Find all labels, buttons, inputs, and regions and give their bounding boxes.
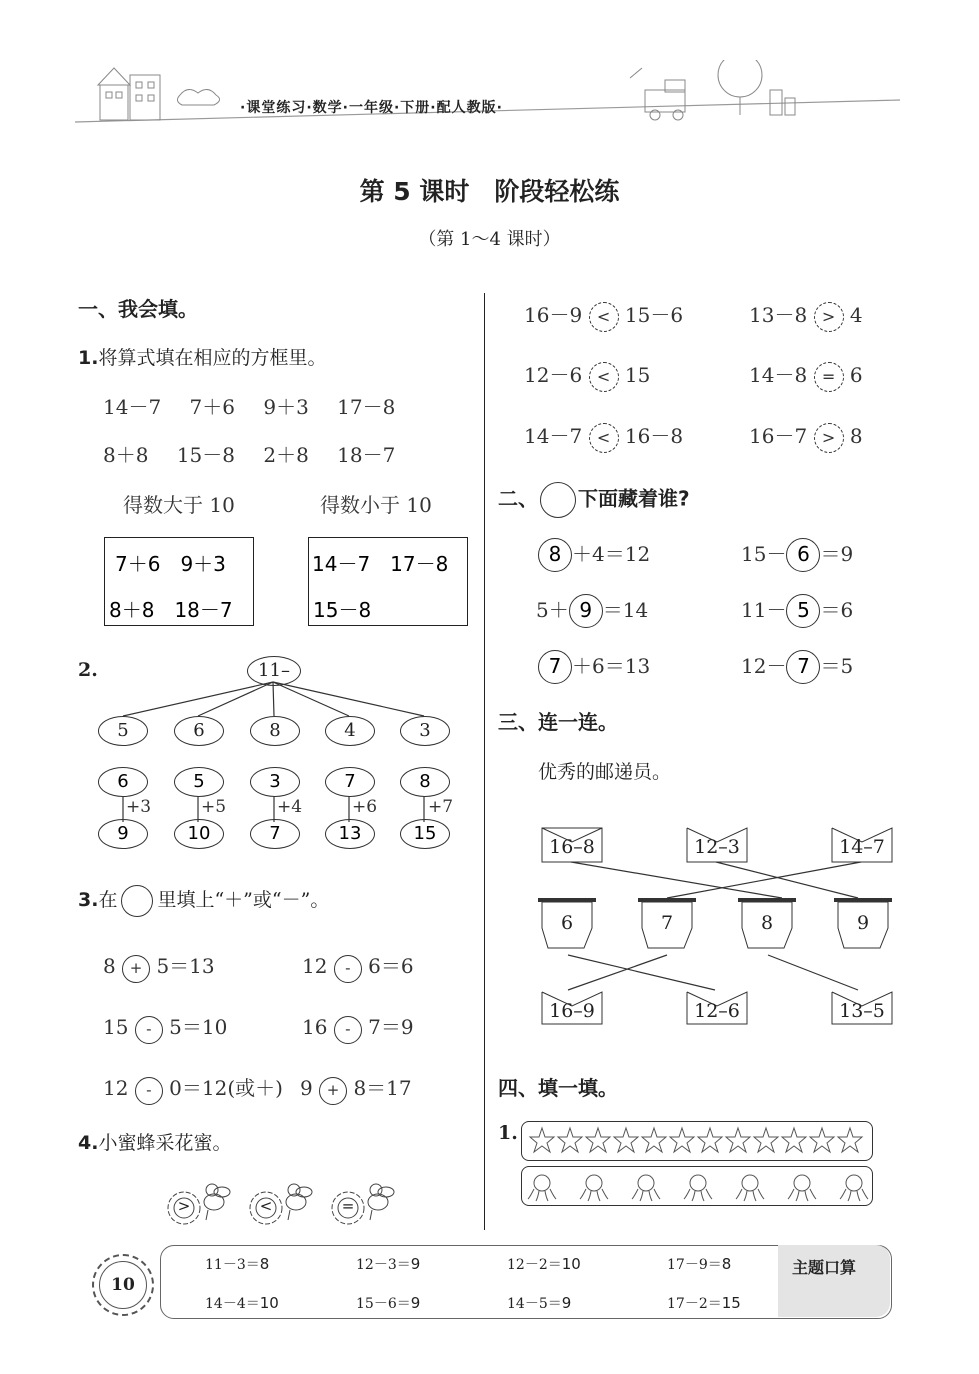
compare-flower: < xyxy=(589,362,619,392)
operator-circle: - xyxy=(135,1016,163,1044)
compare-right: 6 xyxy=(849,363,863,387)
operator-circle: - xyxy=(334,1016,362,1044)
tree-sum: 13 xyxy=(325,819,375,849)
apple-answer: 8 xyxy=(538,538,572,572)
apple-answer: 9 xyxy=(569,594,603,628)
compare-flower: < xyxy=(589,302,619,332)
header-banner: ·课堂练习·数学·一年级·下册·配人教版· xyxy=(240,100,503,116)
envelope-bottom: 12–6 xyxy=(694,1000,740,1022)
section-3-heading: 三、连一连。 xyxy=(498,710,618,734)
envelope-top: 16–8 xyxy=(549,836,595,858)
operator-circle: - xyxy=(334,955,362,983)
compare-right: 4 xyxy=(849,303,863,327)
hidden-item xyxy=(741,650,853,684)
page-subtitle: （第 1～4 课时） xyxy=(418,229,561,250)
q3-left: 8 xyxy=(103,954,116,978)
envelope-bottom: 13–5 xyxy=(839,1000,885,1022)
mental-a: 10 xyxy=(259,1294,279,1312)
q3-item xyxy=(302,950,414,983)
q1-expr: 15－8 xyxy=(176,443,235,467)
compare-flower: < xyxy=(589,423,619,453)
mental-q: 14－4＝ xyxy=(205,1296,260,1312)
compare-left: 12－6 xyxy=(524,363,583,387)
tree-subtrahend: 6 xyxy=(174,716,224,746)
mailbox: 8 xyxy=(760,912,774,934)
label-less-than-10: 得数小于 10 xyxy=(320,493,432,517)
tree-sum: 7 xyxy=(250,819,300,849)
q3-prompt xyxy=(78,885,329,917)
q3-right: 0＝12(或＋) xyxy=(169,1076,283,1100)
octopus-icon xyxy=(522,1167,872,1205)
hidden-pre: 5＋ xyxy=(536,598,569,622)
q3-text-pre: 在 xyxy=(98,889,118,911)
compare-right: 15－6 xyxy=(624,303,684,327)
compare-flower: > xyxy=(814,423,844,453)
tree-sum: 15 xyxy=(400,819,450,849)
operator-circle: + xyxy=(122,955,150,983)
operator-circle: + xyxy=(319,1077,347,1105)
hidden-item xyxy=(538,538,650,572)
mental-q: 12－2＝ xyxy=(507,1257,562,1273)
tree-addend: +6 xyxy=(352,797,378,817)
q4-label: 4. xyxy=(78,1132,99,1154)
mental-item xyxy=(205,1254,269,1274)
compare-left: 13－8 xyxy=(749,303,808,327)
apple-icon xyxy=(540,482,576,518)
column-divider xyxy=(484,293,485,1230)
section-4-heading: 四、填一填。 xyxy=(498,1076,618,1100)
mental-item xyxy=(667,1254,731,1274)
q3-left: 12 xyxy=(103,1076,129,1100)
q3-right: 5＝13 xyxy=(156,954,215,978)
q3-item xyxy=(302,1011,414,1044)
apple-answer: 6 xyxy=(786,538,820,572)
mental-math-title: 主题口算 xyxy=(792,1258,857,1277)
mental-a: 8 xyxy=(721,1255,732,1273)
mental-q: 15－6＝ xyxy=(356,1296,411,1312)
q1-expr: 18－7 xyxy=(337,443,396,467)
mental-math-tab xyxy=(778,1245,890,1317)
q3-item xyxy=(103,1011,227,1044)
compare-flower: = xyxy=(814,362,844,392)
mental-q: 11－3＝ xyxy=(205,1257,260,1273)
q3-left: 12 xyxy=(302,954,328,978)
hidden-pre: 11－ xyxy=(741,598,787,622)
mailbox: 6 xyxy=(560,912,574,934)
section-1-heading: 一、我会填。 xyxy=(78,297,198,321)
mental-q: 17－2＝ xyxy=(667,1296,722,1312)
hidden-post: ＝5 xyxy=(820,654,854,678)
q3-item xyxy=(103,950,215,983)
hidden-item xyxy=(538,650,650,684)
compare-item xyxy=(749,299,863,332)
compare-left: 14－8 xyxy=(749,363,808,387)
compare-item xyxy=(749,359,863,392)
q1-expr-row-2 xyxy=(103,439,395,468)
compare-right: 16－8 xyxy=(624,424,684,448)
mental-a: 9 xyxy=(410,1294,421,1312)
q3-left: 9 xyxy=(300,1076,313,1100)
section-2-text: 下面藏着谁? xyxy=(578,486,690,511)
apple-answer: 5 xyxy=(786,594,820,628)
q3-right: 7＝9 xyxy=(368,1015,414,1039)
mental-item xyxy=(667,1293,741,1313)
page-number: 10 xyxy=(99,1261,147,1309)
operator-circle: - xyxy=(135,1077,163,1105)
hidden-post: ＋4＝12 xyxy=(572,542,651,566)
tree-addend: +3 xyxy=(126,797,152,817)
q1-expr: 17－8 xyxy=(337,395,396,419)
answer-box-less xyxy=(308,537,468,626)
q1-expr: 14－7 xyxy=(103,395,162,419)
q4-text: 小蜜蜂采花蜜。 xyxy=(98,1132,232,1154)
q3-right: 5＝10 xyxy=(169,1015,228,1039)
answer-box-greater xyxy=(104,537,254,626)
compare-item xyxy=(524,420,683,453)
flower-symbol: < xyxy=(259,1197,273,1215)
q2-label: 2. xyxy=(78,659,98,681)
hidden-post: ＝6 xyxy=(820,598,854,622)
section-3-prompt: 优秀的邮递员。 xyxy=(538,761,672,783)
q1-prompt xyxy=(78,343,326,370)
compare-item xyxy=(524,359,650,392)
tree-subtrahend: 4 xyxy=(325,716,375,746)
tree-result: 5 xyxy=(174,767,224,797)
compare-left: 14－7 xyxy=(524,424,583,448)
q4-prompt xyxy=(78,1128,231,1155)
q3-right: 8＝17 xyxy=(353,1076,412,1100)
answer-line: 7＋6 9＋3 xyxy=(115,552,226,576)
tree-sum: 9 xyxy=(98,819,148,849)
hidden-pre: 12－ xyxy=(741,654,787,678)
mental-item xyxy=(205,1293,279,1313)
compare-right: 8 xyxy=(849,424,863,448)
q1-expr: 8＋8 xyxy=(103,443,149,467)
q3-label: 3. xyxy=(78,889,99,911)
hidden-post: ＝14 xyxy=(602,598,649,622)
tree-subtrahend: 8 xyxy=(250,716,300,746)
apple-answer: 7 xyxy=(786,650,820,684)
flower-symbol: = xyxy=(341,1197,355,1215)
stars-row xyxy=(521,1121,873,1161)
q1-text: 将算式填在相应的方框里。 xyxy=(98,347,327,369)
q1-expr: 9＋3 xyxy=(263,395,309,419)
envelope-top: 14–7 xyxy=(839,836,885,858)
mental-item xyxy=(356,1293,420,1313)
mental-a: 10 xyxy=(561,1255,581,1273)
mailbox: 7 xyxy=(660,912,674,934)
compare-left: 16－9 xyxy=(524,303,583,327)
tree-result: 8 xyxy=(400,767,450,797)
octopus-row xyxy=(521,1166,873,1206)
q3-left: 15 xyxy=(103,1015,129,1039)
section-2-heading xyxy=(498,482,690,518)
q1-expr: 2＋8 xyxy=(263,443,309,467)
envelope-top: 12–3 xyxy=(694,836,740,858)
mental-q: 14－5＝ xyxy=(507,1296,562,1312)
hidden-item xyxy=(741,538,853,572)
tree-result: 7 xyxy=(325,767,375,797)
page-title: 第 5 课时 阶段轻松练 xyxy=(359,177,620,206)
mental-q: 17－9＝ xyxy=(667,1257,722,1273)
hidden-post: ＋6＝13 xyxy=(572,654,651,678)
header-decoration xyxy=(70,60,910,130)
flower-symbol: > xyxy=(177,1197,191,1215)
hidden-item xyxy=(741,594,853,628)
mental-a: 15 xyxy=(721,1294,741,1312)
compare-left: 16－7 xyxy=(749,424,808,448)
blank-circle-icon xyxy=(121,885,153,917)
q1-expr: 7＋6 xyxy=(189,395,235,419)
hidden-item xyxy=(536,594,648,628)
tree-root: 11– xyxy=(247,656,301,686)
q3-text-post: 里填上“＋”或“－”。 xyxy=(157,889,330,911)
stars-icon xyxy=(522,1122,872,1160)
answer-line: 8＋8 18－7 xyxy=(109,598,233,622)
hidden-pre: 15－ xyxy=(741,542,787,566)
answer-line: 14－7 17－8 xyxy=(312,552,449,576)
mental-q: 12－3＝ xyxy=(356,1257,411,1273)
tree-result: 6 xyxy=(98,767,148,797)
mental-item xyxy=(507,1254,581,1274)
mental-a: 9 xyxy=(410,1255,421,1273)
compare-item xyxy=(749,420,863,453)
tree-result: 3 xyxy=(250,767,300,797)
q3-right: 6＝6 xyxy=(368,954,414,978)
tree-sum: 10 xyxy=(174,819,224,849)
mental-item xyxy=(356,1254,420,1274)
tree-addend: +5 xyxy=(201,797,227,817)
envelope-bottom: 16–9 xyxy=(549,1000,595,1022)
q3-item xyxy=(103,1072,283,1105)
apple-answer: 7 xyxy=(538,650,572,684)
q1-label: 1. xyxy=(78,347,99,369)
compare-item xyxy=(524,299,683,332)
bee-flower-decoration xyxy=(162,1180,422,1230)
label-greater-than-10: 得数大于 10 xyxy=(123,493,235,517)
tree-addend: +4 xyxy=(277,797,303,817)
q1-expr-row-1 xyxy=(103,391,395,420)
answer-line: 15－8 xyxy=(313,598,372,622)
tree-subtrahend: 5 xyxy=(98,716,148,746)
tree-subtrahend: 3 xyxy=(400,716,450,746)
mental-item xyxy=(507,1293,571,1313)
section-4-q1-label: 1. xyxy=(498,1122,518,1144)
tree-addend: +7 xyxy=(428,797,454,817)
mental-a: 8 xyxy=(259,1255,270,1273)
bee-flower-row xyxy=(162,1180,422,1230)
hidden-post: ＝9 xyxy=(820,542,854,566)
compare-flower: > xyxy=(814,302,844,332)
q3-left: 16 xyxy=(302,1015,328,1039)
page-number-gear xyxy=(92,1254,154,1316)
q3-item xyxy=(300,1072,412,1105)
section-2-prefix: 二、 xyxy=(498,486,538,511)
mailbox: 9 xyxy=(856,912,870,934)
compare-right: 15 xyxy=(624,363,651,387)
mental-a: 9 xyxy=(561,1294,572,1312)
